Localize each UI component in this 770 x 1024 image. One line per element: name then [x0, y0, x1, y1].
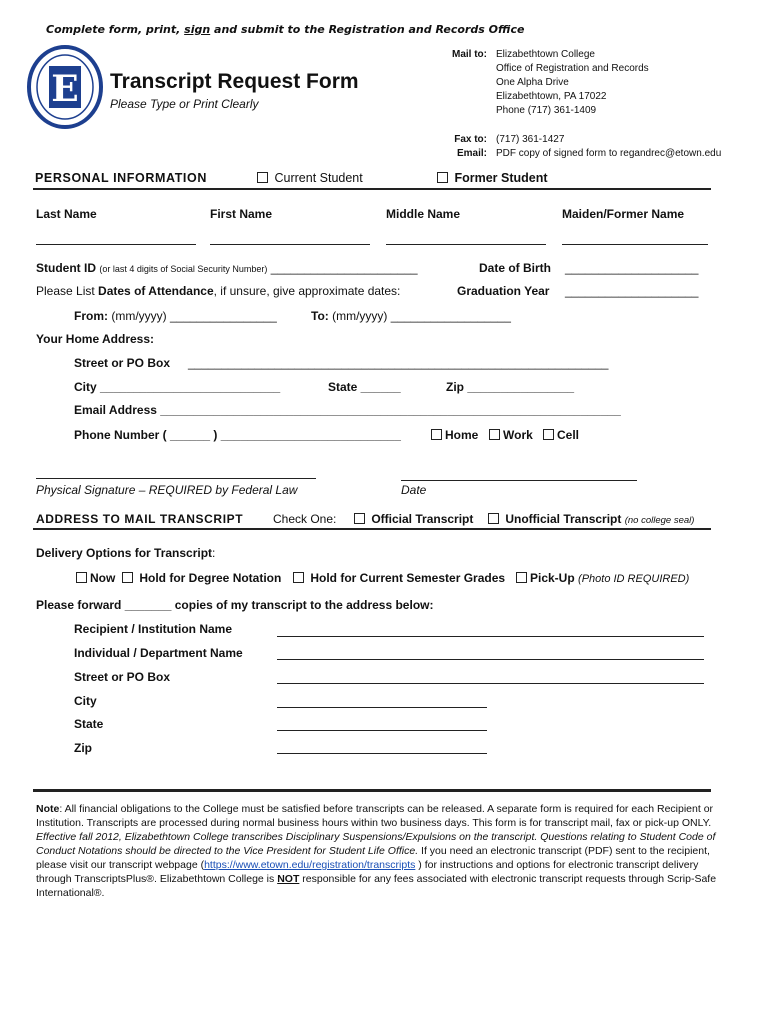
- checkbox[interactable]: [354, 513, 365, 524]
- section-divider: [33, 528, 711, 530]
- official-label: Official Transcript: [371, 512, 474, 526]
- checkbox[interactable]: [489, 429, 500, 440]
- hold-degree-option[interactable]: [122, 571, 281, 585]
- phone-field[interactable]: Phone Number ( ______ ) ___________________________: [74, 428, 401, 442]
- mail-transcript-heading: ADDRESS TO MAIL TRANSCRIPT: [36, 512, 244, 526]
- note-label: Note: [36, 803, 60, 815]
- dob-label: Date of Birth: [479, 261, 551, 275]
- form-instructions: [46, 23, 524, 36]
- attendance-bold: Dates of Attendance: [98, 284, 214, 298]
- instruction-sign: sign: [184, 23, 211, 36]
- student-id-row: [36, 261, 418, 275]
- city-field[interactable]: City ___________________________: [74, 380, 281, 394]
- attendance-instructions: [36, 284, 400, 298]
- cell-phone-option[interactable]: [543, 428, 579, 442]
- zip-field[interactable]: Zip ________________: [446, 380, 575, 394]
- mail-line: Phone (717) 361-1409: [496, 105, 597, 116]
- note-text: ) for instructions and options for electronic transcript delivery through TranscriptsPlus®. Elizabethtown College is: [36, 859, 699, 885]
- note-text: : All financial obligations to the College must be satisfied before transcripts can be released. A separate form is required for each Recipient or Institution. Transcripts are processed during normal business hours within two business days. This form is for transcript mail, fax or pick-up ONLY.: [36, 803, 714, 829]
- to-label: To:: [311, 309, 329, 323]
- checkbox[interactable]: [257, 172, 268, 183]
- middle-name-field[interactable]: [386, 244, 546, 245]
- email-field[interactable]: Email Address _____________________________________________________________________: [74, 403, 621, 417]
- home-phone-option[interactable]: [431, 428, 478, 442]
- instruction-text: Complete form, print,: [46, 23, 185, 36]
- work-label: Work: [503, 428, 533, 442]
- signature-field[interactable]: [36, 478, 316, 479]
- from-label: From:: [74, 309, 108, 323]
- date-label: Date: [401, 483, 427, 497]
- forward-city-label: City: [74, 694, 97, 708]
- now-option[interactable]: [76, 571, 115, 585]
- last-name-label: Last Name: [36, 207, 97, 221]
- current-student-option[interactable]: [257, 171, 363, 185]
- forward-city-field[interactable]: [277, 707, 487, 708]
- note-not: NOT: [277, 873, 300, 885]
- middle-name-label: Middle Name: [386, 207, 461, 221]
- signature-label: Physical Signature – REQUIRED by Federal Law: [36, 483, 298, 497]
- checkbox[interactable]: [431, 429, 442, 440]
- forward-state-label: State: [74, 717, 104, 731]
- email-label: Email:: [456, 148, 487, 159]
- first-name-label: First Name: [210, 207, 273, 221]
- personal-info-heading: PERSONAL INFORMATION: [35, 171, 207, 185]
- fax-number: (717) 361-1427: [496, 134, 565, 145]
- seal-letter: E: [51, 68, 79, 110]
- pickup-label: Pick-Up: [530, 571, 575, 585]
- delivery-heading: [36, 546, 215, 560]
- instruction-text-end: and submit to the Registration and Records Office: [210, 23, 525, 36]
- recipient-field[interactable]: [277, 636, 704, 637]
- mail-line: One Alpha Drive: [496, 77, 569, 88]
- individual-field[interactable]: [277, 659, 704, 660]
- section-divider: [33, 789, 711, 792]
- checkbox[interactable]: [122, 572, 133, 583]
- mail-to-label: Mail to:: [452, 49, 487, 60]
- college-seal: [26, 44, 104, 130]
- to-date-row[interactable]: [311, 309, 511, 323]
- home-label: Home: [445, 428, 479, 442]
- maiden-name-label: Maiden/Former Name: [562, 207, 685, 221]
- attendance-text-end: , if unsure, give approximate dates:: [213, 284, 401, 298]
- mail-line: Office of Registration and Records: [496, 63, 649, 74]
- forward-zip-label: Zip: [74, 741, 92, 755]
- delivery-heading-text: Delivery Options for Transcript: [36, 546, 213, 560]
- from-date-row[interactable]: [74, 309, 277, 323]
- to-field[interactable]: (mm/yyyy) __________________: [328, 309, 511, 323]
- forward-street-field[interactable]: [277, 683, 704, 684]
- forward-state-field[interactable]: [277, 730, 487, 731]
- home-address-label: Your Home Address:: [36, 332, 155, 346]
- email-instructions: PDF copy of signed form to regandrec@etown.edu: [496, 148, 722, 159]
- date-field[interactable]: [401, 480, 637, 481]
- page-title: Transcript Request Form: [110, 70, 359, 93]
- note-conduct-text: Effective fall 2012, Elizabethtown College transcribes Disciplinary Suspensions/Expulsions on the transcript. Questions relating to Student Code of Conduct Notations should be directed to the Vice President for Student Life Office.: [36, 831, 716, 857]
- now-label: Now: [90, 571, 116, 585]
- graduation-year-label: Graduation Year: [457, 284, 550, 298]
- street-label: Street or PO Box: [74, 356, 171, 370]
- state-field[interactable]: State ______: [328, 380, 401, 394]
- dob-field[interactable]: ____________________: [565, 261, 699, 275]
- delivery-colon: :: [212, 546, 216, 560]
- street-field[interactable]: _______________________________________________________________: [188, 356, 609, 370]
- first-name-field[interactable]: [210, 244, 370, 245]
- from-field[interactable]: (mm/yyyy) ________________: [108, 309, 277, 323]
- former-student-label: Former Student: [454, 171, 548, 185]
- checkbox[interactable]: [76, 572, 87, 583]
- attendance-text: Please List: [36, 284, 99, 298]
- transcripts-link[interactable]: https://www.etown.edu/registration/transcripts: [204, 859, 416, 871]
- checkbox[interactable]: [516, 572, 527, 583]
- unofficial-note: (no college seal): [624, 515, 695, 526]
- pickup-note: (Photo ID REQUIRED): [578, 573, 690, 585]
- note-paragraph: [36, 802, 736, 900]
- hold-grades-label: Hold for Current Semester Grades: [310, 571, 506, 585]
- work-phone-option[interactable]: [489, 428, 533, 442]
- note-text: If you need an electronic transcript (PDF) sent to the recipient, please visit our transcript webpage (: [36, 845, 710, 871]
- forward-zip-field[interactable]: [277, 753, 487, 754]
- hold-grades-option[interactable]: [293, 571, 505, 585]
- mail-line: Elizabethtown College: [496, 49, 595, 60]
- page-subtitle: Please Type or Print Clearly: [110, 97, 259, 111]
- official-transcript-option[interactable]: [354, 512, 473, 526]
- unofficial-transcript-option[interactable]: [488, 512, 694, 526]
- student-id-hint: (or last 4 digits of Social Security Number): [99, 264, 268, 274]
- note-text: responsible for any fees associated with electronic transcript requests through Scrip-Safe International®.: [36, 873, 717, 899]
- graduation-year-field[interactable]: ____________________: [565, 284, 699, 298]
- last-name-field[interactable]: [36, 244, 196, 245]
- mail-line: Elizabethtown, PA 17022: [496, 91, 607, 102]
- checkbox[interactable]: [293, 572, 304, 583]
- unofficial-label: Unofficial Transcript: [505, 512, 622, 526]
- fax-label: Fax to:: [454, 134, 487, 145]
- pickup-option[interactable]: [516, 571, 689, 585]
- section-divider: [33, 188, 711, 190]
- hold-degree-label: Hold for Degree Notation: [139, 571, 282, 585]
- student-id-label: Student ID: [36, 261, 96, 275]
- checkbox[interactable]: [437, 172, 448, 183]
- forward-street-label: Street or PO Box: [74, 670, 171, 684]
- student-id-field[interactable]: ______________________: [270, 261, 418, 275]
- checkbox[interactable]: [543, 429, 554, 440]
- maiden-name-field[interactable]: [562, 244, 708, 245]
- current-student-label: Current Student: [274, 171, 363, 185]
- checkbox[interactable]: [488, 513, 499, 524]
- individual-label: Individual / Department Name: [74, 646, 243, 660]
- check-one-label: Check One:: [273, 512, 337, 526]
- former-student-option[interactable]: [437, 171, 548, 185]
- forward-copies-field[interactable]: Please forward _______ copies of my transcript to the address below:: [36, 598, 434, 612]
- mail-address: [496, 48, 649, 118]
- recipient-label: Recipient / Institution Name: [74, 622, 233, 636]
- cell-label: Cell: [557, 428, 580, 442]
